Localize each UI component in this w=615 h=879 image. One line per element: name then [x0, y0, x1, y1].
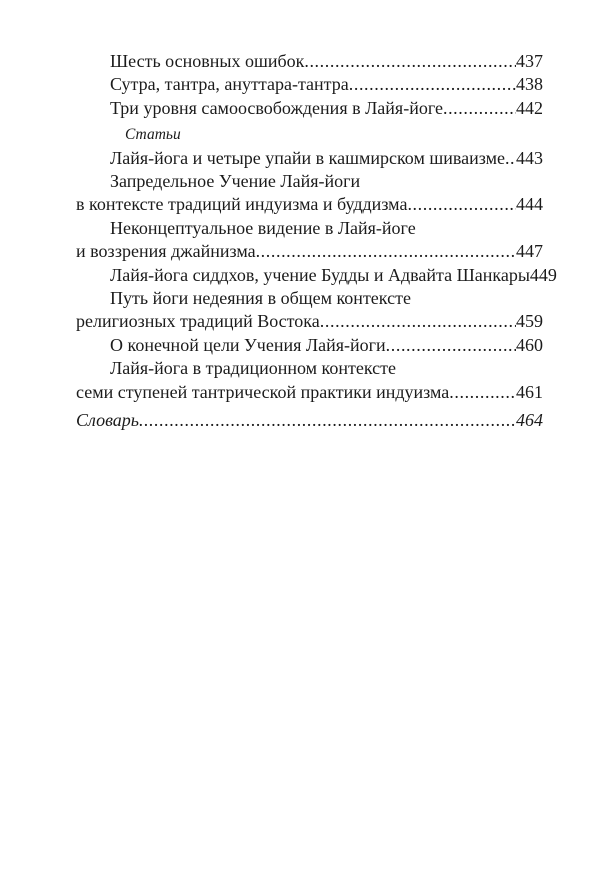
dot-leader [505, 147, 516, 170]
toc-page-number: 460 [516, 334, 543, 355]
dot-leader [449, 381, 516, 404]
toc-page-number: 443 [516, 147, 543, 168]
toc-entry [76, 170, 543, 193]
toc-entry-text: Лайя-йога в традиционном контексте [110, 358, 397, 379]
toc-list [76, 50, 557, 433]
toc-entry-text: и воззрения джайнизма [76, 241, 256, 262]
toc-entry-text: Неконцептуальное видение в Лайя-йоге [110, 217, 416, 238]
dot-leader [304, 50, 516, 73]
toc-entry-text: Сутра, тантра, ануттара-тантра [110, 74, 349, 95]
toc-page-number: 464 [516, 410, 543, 431]
toc-entry-text: Шесть основных ошибок [110, 51, 305, 71]
toc-entry [76, 334, 543, 357]
toc-entry [76, 357, 543, 380]
toc-entry [76, 287, 543, 310]
toc-entry [76, 73, 543, 96]
toc-entry [76, 409, 543, 432]
toc-entry [76, 310, 543, 333]
toc-page-number: 449 [529, 264, 557, 285]
dot-leader [139, 409, 516, 432]
toc-entry [76, 264, 557, 287]
toc-entry-text: О конечной цели Учения Лайя-йоги [110, 334, 386, 355]
dot-leader [386, 334, 516, 357]
toc-entry [76, 147, 543, 170]
toc-entry-text: в контексте традиций индуизма и буддизма [76, 194, 408, 215]
toc-page-number: 444 [516, 194, 543, 215]
toc-entry-text: Лайя-йога и четыре упайи в кашмирском шиваизме [110, 147, 505, 168]
dot-leader [256, 240, 516, 263]
dot-leader [349, 73, 516, 96]
toc-entry [76, 381, 543, 404]
toc-entry-text: Три уровня самоосвобождения в Лайя-йоге [110, 97, 443, 118]
dot-leader [407, 193, 516, 216]
toc-entry-text: религиозных традиций Востока [76, 311, 320, 332]
toc-page-number: 442 [516, 97, 543, 118]
toc-page-number: 447 [516, 241, 543, 262]
toc-entry-text: семи ступеней тантрической практики индуизма [76, 381, 450, 402]
toc-entry [76, 193, 543, 216]
toc-entry [76, 97, 543, 120]
toc-page-number: 438 [516, 74, 543, 95]
toc-entry-text: Лайя-йога сиддхов, учение Будды и Адвайта Шанкары [110, 264, 530, 285]
toc-entry [76, 240, 543, 263]
dot-leader [443, 97, 516, 120]
toc-entry [76, 50, 543, 73]
toc-entry-text: Путь йоги недеяния в общем контексте [110, 288, 411, 309]
dot-leader [320, 310, 516, 333]
toc-entry [76, 217, 543, 240]
toc-page-number: 461 [516, 381, 543, 402]
toc-page-number: 437 [516, 51, 543, 71]
toc-entry-text: Статьи [125, 126, 181, 144]
toc-entry [76, 123, 543, 146]
toc-entry-text: Словарь [76, 410, 139, 431]
toc-entry-text: Запредельное Учение Лайя-йоги [110, 171, 361, 192]
toc-page-number: 459 [516, 311, 543, 332]
